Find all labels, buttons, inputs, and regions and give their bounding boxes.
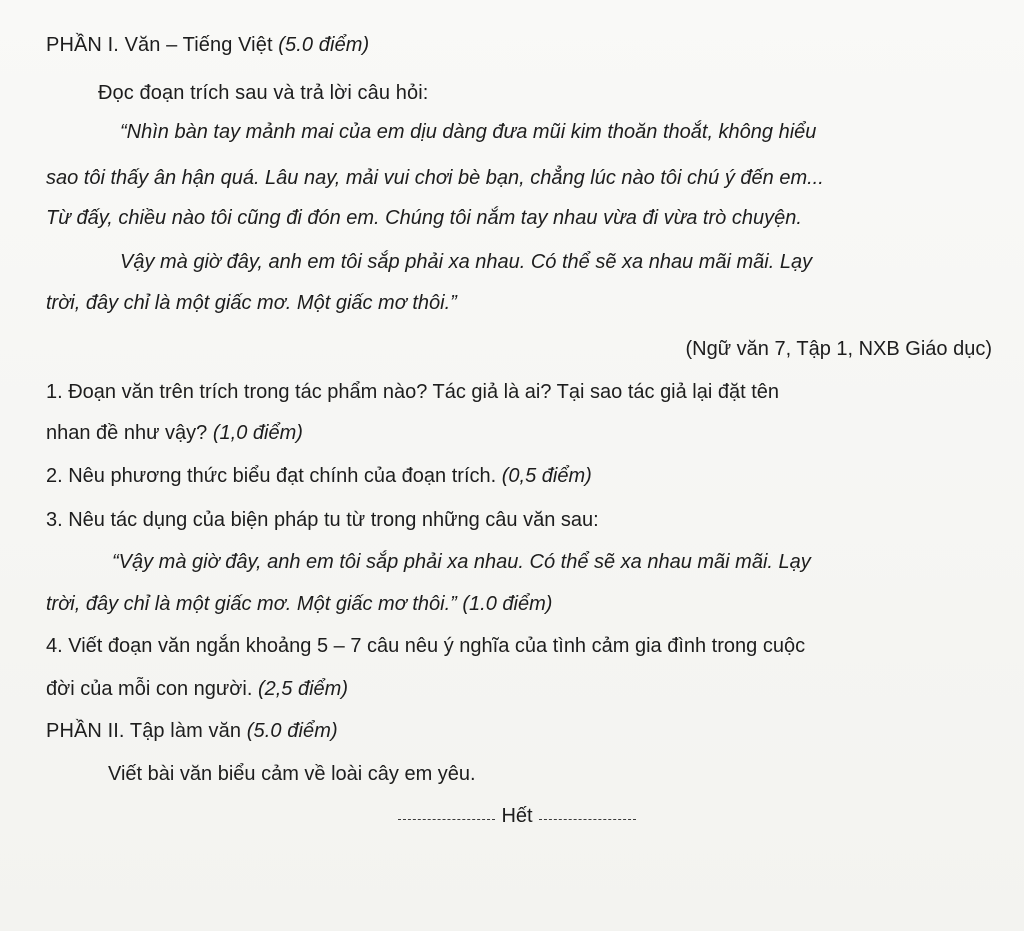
question-2-score: (0,5 điểm): [501, 465, 592, 487]
part1-heading: [46, 31, 369, 59]
passage-line-2: sao tôi thấy ân hận quá. Lâu nay, mải vui chơi bè bạn, chẳng lúc nào tôi chú ý đến em...: [46, 167, 824, 189]
question-3-quote-line-2: trời, đây chỉ là một giấc mơ. Một giấc mơ thôi.” (1.0 điểm): [46, 593, 553, 615]
question-4-line-1: 4. Viết đoạn văn ngắn khoảng 5 – 7 câu nêu ý nghĩa của tình cảm gia đình trong cuộc: [46, 635, 806, 657]
question-1-line-2: [46, 419, 303, 447]
question-2: [46, 462, 592, 490]
part1-heading-text: PHẦN I. Văn – Tiếng Việt: [46, 34, 273, 56]
part2-heading-text: PHẦN II. Tập làm văn: [46, 720, 242, 742]
end-marker-dash-left: [398, 819, 495, 820]
question-3-quote-line-1: “Vậy mà giờ đây, anh em tôi sắp phải xa nhau. Có thể sẽ xa nhau mãi mãi. Lạy: [112, 551, 811, 573]
passage-source: (Ngữ văn 7, Tập 1, NXB Giáo dục): [685, 338, 992, 360]
passage-line-1: “Nhìn bàn tay mảnh mai của em dịu dàng đưa mũi kim thoăn thoắt, không hiểu: [120, 121, 817, 143]
passage-line-3: Từ đấy, chiều nào tôi cũng đi đón em. Chúng tôi nắm tay nhau vừa đi vừa trò chuyện.: [46, 207, 802, 229]
passage-line-5: trời, đây chỉ là một giấc mơ. Một giấc mơ thôi.”: [46, 292, 457, 314]
question-1-line-1: 1. Đoạn văn trên trích trong tác phẩm nào? Tác giả là ai? Tại sao tác giả lại đặt tên: [46, 381, 780, 403]
question-1-text: nhan đề như vậy?: [46, 422, 208, 444]
question-1-score: (1,0 điểm): [212, 422, 303, 444]
part1-score: (5.0 điểm): [278, 34, 370, 56]
end-marker-dash-right: [539, 819, 636, 820]
end-marker-label: Hết: [501, 804, 533, 827]
end-marker: [398, 802, 636, 830]
question-4-line-2: [46, 675, 348, 703]
question-4-text: đời của mỗi con người.: [46, 678, 253, 700]
part1-instruction: Đọc đoạn trích sau và trả lời câu hỏi:: [98, 82, 429, 104]
part2-score: (5.0 điểm): [246, 720, 338, 742]
part2-heading: [46, 717, 338, 745]
passage-line-4: Vậy mà giờ đây, anh em tôi sắp phải xa nhau. Có thể sẽ xa nhau mãi mãi. Lạy: [120, 251, 813, 273]
part2-task: Viết bài văn biểu cảm về loài cây em yêu.: [108, 763, 476, 785]
question-3-text: 3. Nêu tác dụng của biện pháp tu từ trong những câu văn sau:: [46, 509, 599, 531]
question-2-text: 2. Nêu phương thức biểu đạt chính của đoạn trích.: [46, 465, 497, 487]
question-4-score: (2,5 điểm): [257, 678, 348, 700]
